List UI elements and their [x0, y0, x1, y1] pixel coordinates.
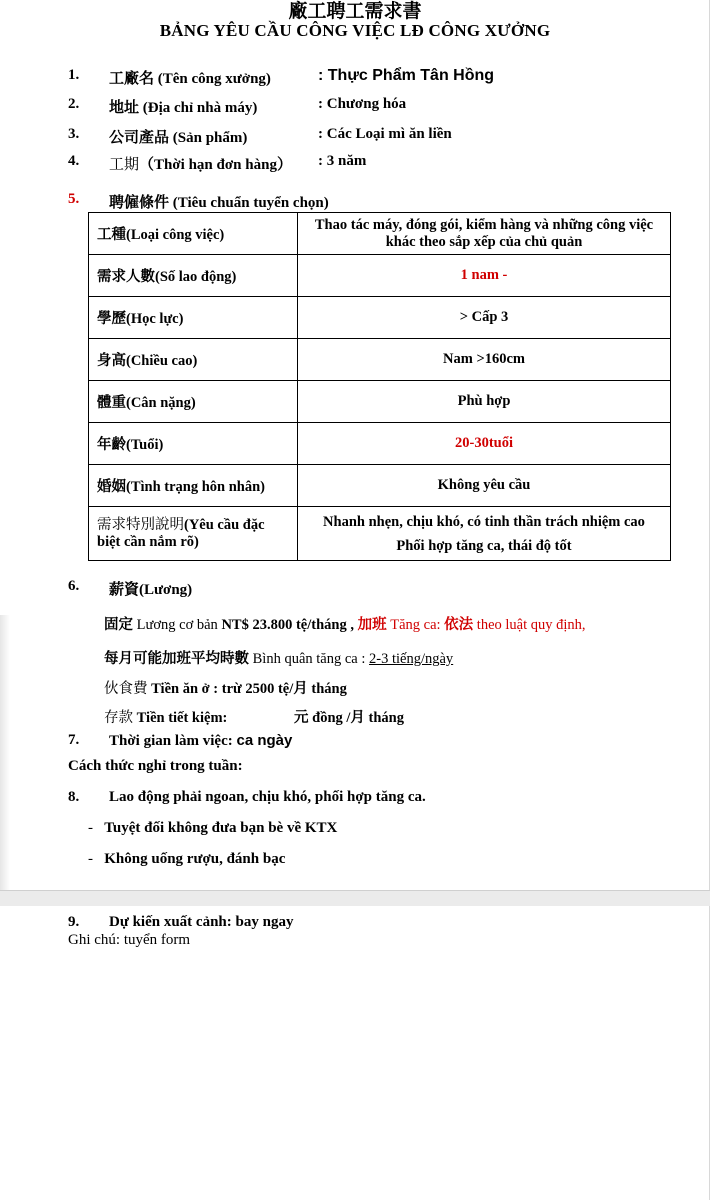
info-row-product: 3. — [68, 126, 80, 142]
section-5-label: 聘僱條件 (Tiêu chuẩn tuyển chọn) — [109, 193, 329, 211]
document-page-2 — [0, 906, 710, 1200]
rules-bullet-1: - Tuyệt đối không đưa bạn bè về KTX — [88, 820, 338, 836]
section-8-number: 8. — [68, 789, 80, 805]
salary-savings-line: 存款 Tiền tiết kiệm: — [104, 710, 228, 726]
section-7-number: 7. — [68, 732, 80, 748]
info-value-product: : Các Loại mì ăn liền — [318, 126, 452, 142]
title-vietnamese: BẢNG YÊU CẦU CÔNG VIỆC LĐ CÔNG XƯỞNG — [159, 21, 551, 40]
table-row — [89, 465, 671, 507]
table-row — [89, 297, 671, 339]
salary-overtime-line: 每月可能加班平均時數 Bình quân tăng ca : 2-3 tiếng/ngày — [104, 651, 454, 667]
req-label-workers: 需求人數(Số lao động) — [89, 255, 298, 297]
info-label-term: 工期（Thời hạn đơn hàng） — [109, 155, 292, 173]
req-label-special: 需求特別說明(Yêu cầu đặc biệt cần nắm rõ) — [89, 507, 298, 561]
info-value-term: : 3 năm — [318, 153, 367, 169]
page-edge-shadow — [0, 615, 10, 890]
info-row-address: 2. — [68, 96, 80, 112]
section-9-number: 9. — [68, 914, 80, 930]
info-row-factory: 1. — [68, 67, 80, 83]
requirements-table — [88, 212, 671, 561]
req-value-workers: 1 nam - — [298, 255, 671, 297]
table-row — [89, 381, 671, 423]
info-label-address: 地址 (Địa chỉ nhà máy) — [109, 98, 258, 116]
req-value-education: > Cấp 3 — [298, 297, 671, 339]
req-label-height: 身高(Chiều cao) — [89, 339, 298, 381]
salary-heading: 薪資(Lương) — [109, 580, 193, 598]
salary-food-line: 伙食費 Tiền ăn ở : trừ 2500 tệ/月 tháng — [104, 681, 347, 697]
section-6-number: 6. — [68, 578, 80, 594]
req-label-age: 年齡(Tuổi) — [89, 423, 298, 465]
info-label-factory: 工廠名 (Tên công xưởng) — [109, 69, 271, 87]
req-label-marital: 婚姻(Tình trạng hôn nhân) — [89, 465, 298, 507]
work-time-line: Thời gian làm việc: ca ngày — [109, 732, 293, 749]
req-value-age: 20-30tuổi — [298, 423, 671, 465]
req-value-job-type: Thao tác máy, đóng gói, kiểm hàng và những công việc khác theo sắp xếp của chủ quản — [298, 213, 671, 255]
table-row — [89, 423, 671, 465]
salary-fixed-line: 固定 Lương cơ bản NT$ 23.800 tệ/tháng , 加班 Tăng ca: 依法 theo luật quy định, — [104, 617, 586, 633]
req-value-marital: Không yêu cầu — [298, 465, 671, 507]
section-5-number: 5. — [68, 191, 80, 207]
rest-days-line: Cách thức nghỉ trong tuần: — [68, 758, 243, 774]
table-row — [89, 339, 671, 381]
req-label-weight: 體重(Cân nặng) — [89, 381, 298, 423]
note-line: Ghi chú: tuyển form — [68, 932, 191, 948]
table-row — [89, 213, 671, 255]
info-value-address: : Chương hóa — [318, 96, 407, 112]
table-row — [89, 255, 671, 297]
info-row-term: 4. — [68, 153, 80, 169]
req-value-weight: Phù hợp — [298, 381, 671, 423]
rules-bullet-2: - Không uống rượu, đánh bạc — [88, 851, 286, 867]
req-value-special: Nhanh nhẹn, chịu khó, có tinh thần trách nhiệm cao Phối hợp tăng ca, thái độ tốt — [298, 507, 671, 561]
table-row — [89, 507, 671, 561]
req-label-education: 學歷(Học lực) — [89, 297, 298, 339]
req-value-height: Nam >160cm — [298, 339, 671, 381]
rules-main: Lao động phải ngoan, chịu khó, phối hợp tăng ca. — [109, 789, 426, 805]
departure-line: Dự kiến xuất cảnh: bay ngay — [109, 914, 294, 930]
info-label-product: 公司產品 (Sản phẩm) — [109, 128, 248, 146]
title-chinese: 廠工聘工需求書 — [288, 0, 422, 22]
info-value-factory: : Thực Phẩm Tân Hồng — [318, 67, 495, 84]
req-label-job-type: 工種(Loại công việc) — [89, 213, 298, 255]
salary-savings-value: 元 đồng /月 tháng — [294, 710, 404, 726]
